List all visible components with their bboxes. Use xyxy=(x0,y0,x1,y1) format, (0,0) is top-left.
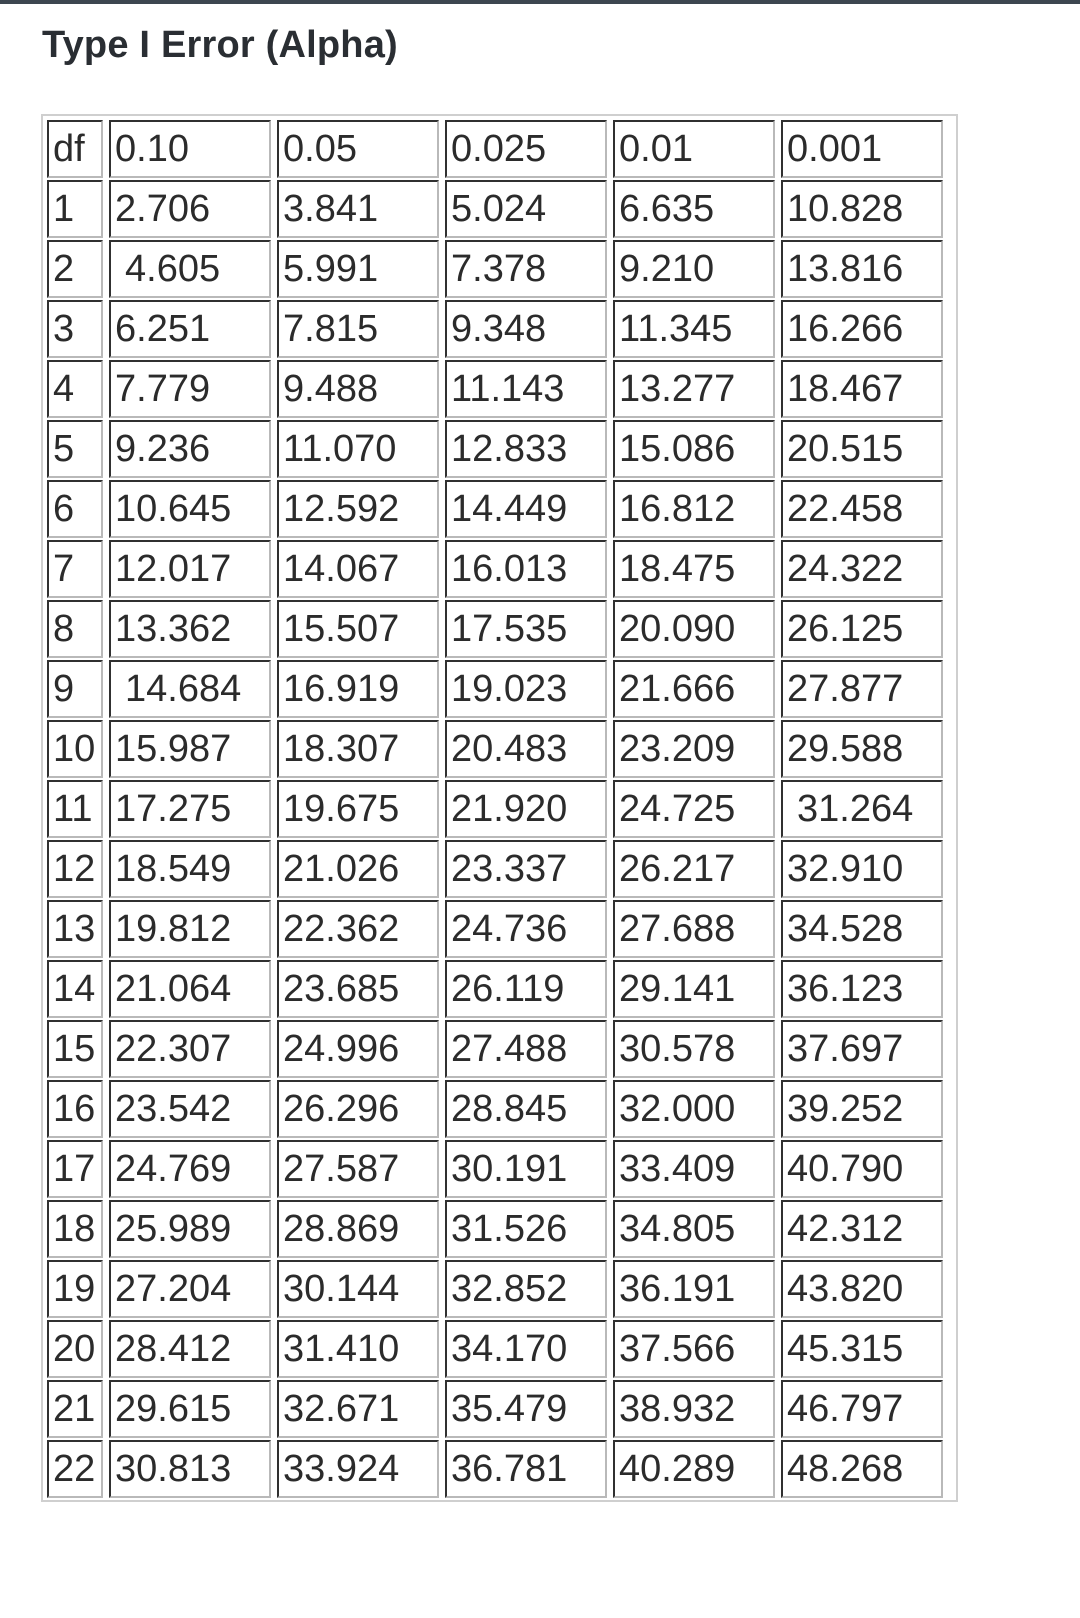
header-row xyxy=(47,120,943,178)
df-cell: 21 xyxy=(47,1380,103,1438)
table-row xyxy=(47,840,943,898)
df-cell: 11 xyxy=(47,780,103,838)
critical-value-cell: 20.483 xyxy=(445,720,607,778)
table-row xyxy=(47,1140,943,1198)
critical-value-cell: 33.924 xyxy=(277,1440,439,1498)
df-cell: 10 xyxy=(47,720,103,778)
critical-value-cell: 9.236 xyxy=(109,420,271,478)
table-row xyxy=(47,360,943,418)
table-row xyxy=(47,1200,943,1258)
critical-value-cell: 28.412 xyxy=(109,1320,271,1378)
table-row xyxy=(47,1260,943,1318)
table-row xyxy=(47,540,943,598)
critical-value-cell: 25.989 xyxy=(109,1200,271,1258)
chi-square-table xyxy=(41,118,949,1500)
df-cell: 16 xyxy=(47,1080,103,1138)
df-cell: 20 xyxy=(47,1320,103,1378)
critical-value-cell: 9.348 xyxy=(445,300,607,358)
critical-value-cell: 14.684 xyxy=(109,660,271,718)
critical-value-cell: 22.362 xyxy=(277,900,439,958)
df-cell: 8 xyxy=(47,600,103,658)
critical-value-cell: 27.204 xyxy=(109,1260,271,1318)
table-row xyxy=(47,1080,943,1138)
critical-value-cell: 13.277 xyxy=(613,360,775,418)
df-cell: 7 xyxy=(47,540,103,598)
critical-value-cell: 15.507 xyxy=(277,600,439,658)
critical-value-cell: 36.123 xyxy=(781,960,943,1018)
critical-value-cell: 28.869 xyxy=(277,1200,439,1258)
critical-value-cell: 48.268 xyxy=(781,1440,943,1498)
critical-value-cell: 11.070 xyxy=(277,420,439,478)
critical-value-cell: 32.852 xyxy=(445,1260,607,1318)
critical-value-cell: 31.526 xyxy=(445,1200,607,1258)
critical-value-cell: 14.449 xyxy=(445,480,607,538)
critical-value-cell: 30.144 xyxy=(277,1260,439,1318)
critical-value-cell: 21.666 xyxy=(613,660,775,718)
critical-value-cell: 45.315 xyxy=(781,1320,943,1378)
critical-value-cell: 20.090 xyxy=(613,600,775,658)
df-cell: 22 xyxy=(47,1440,103,1498)
table-row xyxy=(47,1440,943,1498)
df-cell: 9 xyxy=(47,660,103,718)
critical-value-cell: 9.488 xyxy=(277,360,439,418)
critical-value-cell: 39.252 xyxy=(781,1080,943,1138)
critical-value-cell: 26.119 xyxy=(445,960,607,1018)
header-alpha: 0.025 xyxy=(445,120,607,178)
critical-value-cell: 5.024 xyxy=(445,180,607,238)
df-cell: 4 xyxy=(47,360,103,418)
df-cell: 13 xyxy=(47,900,103,958)
critical-value-cell: 7.779 xyxy=(109,360,271,418)
table-row xyxy=(47,1020,943,1078)
critical-value-cell: 23.337 xyxy=(445,840,607,898)
critical-value-cell: 16.013 xyxy=(445,540,607,598)
critical-value-cell: 31.410 xyxy=(277,1320,439,1378)
critical-value-cell: 16.266 xyxy=(781,300,943,358)
header-alpha: 0.05 xyxy=(277,120,439,178)
critical-value-cell: 32.671 xyxy=(277,1380,439,1438)
critical-value-cell: 37.697 xyxy=(781,1020,943,1078)
critical-value-cell: 27.877 xyxy=(781,660,943,718)
chi-square-table-container xyxy=(41,114,958,1502)
critical-value-cell: 16.812 xyxy=(613,480,775,538)
critical-value-cell: 3.841 xyxy=(277,180,439,238)
df-cell: 3 xyxy=(47,300,103,358)
header-alpha: 0.01 xyxy=(613,120,775,178)
table-row xyxy=(47,420,943,478)
critical-value-cell: 24.996 xyxy=(277,1020,439,1078)
critical-value-cell: 37.566 xyxy=(613,1320,775,1378)
table-row xyxy=(47,300,943,358)
df-cell: 1 xyxy=(47,180,103,238)
table-row xyxy=(47,780,943,838)
critical-value-cell: 20.515 xyxy=(781,420,943,478)
critical-value-cell: 24.769 xyxy=(109,1140,271,1198)
df-cell: 17 xyxy=(47,1140,103,1198)
critical-value-cell: 23.542 xyxy=(109,1080,271,1138)
critical-value-cell: 27.488 xyxy=(445,1020,607,1078)
critical-value-cell: 11.345 xyxy=(613,300,775,358)
top-divider xyxy=(0,0,1080,4)
table-row xyxy=(47,1380,943,1438)
critical-value-cell: 21.920 xyxy=(445,780,607,838)
critical-value-cell: 16.919 xyxy=(277,660,439,718)
critical-value-cell: 9.210 xyxy=(613,240,775,298)
critical-value-cell: 15.987 xyxy=(109,720,271,778)
df-cell: 14 xyxy=(47,960,103,1018)
critical-value-cell: 24.322 xyxy=(781,540,943,598)
page-title: Type I Error (Alpha) xyxy=(42,24,398,66)
critical-value-cell: 23.209 xyxy=(613,720,775,778)
table-row xyxy=(47,600,943,658)
critical-value-cell: 32.000 xyxy=(613,1080,775,1138)
df-cell: 15 xyxy=(47,1020,103,1078)
critical-value-cell: 28.845 xyxy=(445,1080,607,1138)
critical-value-cell: 42.312 xyxy=(781,1200,943,1258)
critical-value-cell: 29.141 xyxy=(613,960,775,1018)
header-df: df xyxy=(47,120,103,178)
critical-value-cell: 7.378 xyxy=(445,240,607,298)
critical-value-cell: 43.820 xyxy=(781,1260,943,1318)
critical-value-cell: 40.289 xyxy=(613,1440,775,1498)
critical-value-cell: 13.816 xyxy=(781,240,943,298)
critical-value-cell: 10.645 xyxy=(109,480,271,538)
critical-value-cell: 26.217 xyxy=(613,840,775,898)
critical-value-cell: 15.086 xyxy=(613,420,775,478)
table-body xyxy=(47,120,943,1498)
critical-value-cell: 22.307 xyxy=(109,1020,271,1078)
critical-value-cell: 21.026 xyxy=(277,840,439,898)
critical-value-cell: 12.592 xyxy=(277,480,439,538)
critical-value-cell: 40.790 xyxy=(781,1140,943,1198)
table-row xyxy=(47,660,943,718)
critical-value-cell: 10.828 xyxy=(781,180,943,238)
critical-value-cell: 7.815 xyxy=(277,300,439,358)
critical-value-cell: 19.812 xyxy=(109,900,271,958)
critical-value-cell: 14.067 xyxy=(277,540,439,598)
critical-value-cell: 13.362 xyxy=(109,600,271,658)
critical-value-cell: 23.685 xyxy=(277,960,439,1018)
critical-value-cell: 34.528 xyxy=(781,900,943,958)
critical-value-cell: 18.549 xyxy=(109,840,271,898)
critical-value-cell: 6.635 xyxy=(613,180,775,238)
critical-value-cell: 18.475 xyxy=(613,540,775,598)
df-cell: 5 xyxy=(47,420,103,478)
critical-value-cell: 34.805 xyxy=(613,1200,775,1258)
df-cell: 19 xyxy=(47,1260,103,1318)
critical-value-cell: 19.023 xyxy=(445,660,607,718)
critical-value-cell: 2.706 xyxy=(109,180,271,238)
critical-value-cell: 30.813 xyxy=(109,1440,271,1498)
table-row xyxy=(47,180,943,238)
table-row xyxy=(47,720,943,778)
critical-value-cell: 29.588 xyxy=(781,720,943,778)
critical-value-cell: 11.143 xyxy=(445,360,607,418)
critical-value-cell: 17.275 xyxy=(109,780,271,838)
critical-value-cell: 12.833 xyxy=(445,420,607,478)
critical-value-cell: 22.458 xyxy=(781,480,943,538)
critical-value-cell: 26.296 xyxy=(277,1080,439,1138)
df-cell: 2 xyxy=(47,240,103,298)
critical-value-cell: 19.675 xyxy=(277,780,439,838)
critical-value-cell: 30.191 xyxy=(445,1140,607,1198)
df-cell: 6 xyxy=(47,480,103,538)
critical-value-cell: 24.725 xyxy=(613,780,775,838)
critical-value-cell: 38.932 xyxy=(613,1380,775,1438)
critical-value-cell: 32.910 xyxy=(781,840,943,898)
critical-value-cell: 46.797 xyxy=(781,1380,943,1438)
table-row xyxy=(47,480,943,538)
table-row xyxy=(47,960,943,1018)
table-row xyxy=(47,900,943,958)
critical-value-cell: 24.736 xyxy=(445,900,607,958)
critical-value-cell: 35.479 xyxy=(445,1380,607,1438)
critical-value-cell: 18.467 xyxy=(781,360,943,418)
critical-value-cell: 30.578 xyxy=(613,1020,775,1078)
critical-value-cell: 29.615 xyxy=(109,1380,271,1438)
critical-value-cell: 34.170 xyxy=(445,1320,607,1378)
critical-value-cell: 27.587 xyxy=(277,1140,439,1198)
critical-value-cell: 31.264 xyxy=(781,780,943,838)
critical-value-cell: 18.307 xyxy=(277,720,439,778)
df-cell: 18 xyxy=(47,1200,103,1258)
table-row xyxy=(47,240,943,298)
df-cell: 12 xyxy=(47,840,103,898)
critical-value-cell: 6.251 xyxy=(109,300,271,358)
critical-value-cell: 33.409 xyxy=(613,1140,775,1198)
critical-value-cell: 17.535 xyxy=(445,600,607,658)
critical-value-cell: 5.991 xyxy=(277,240,439,298)
table-row xyxy=(47,1320,943,1378)
critical-value-cell: 4.605 xyxy=(109,240,271,298)
critical-value-cell: 36.781 xyxy=(445,1440,607,1498)
critical-value-cell: 12.017 xyxy=(109,540,271,598)
header-alpha: 0.10 xyxy=(109,120,271,178)
critical-value-cell: 26.125 xyxy=(781,600,943,658)
critical-value-cell: 36.191 xyxy=(613,1260,775,1318)
critical-value-cell: 21.064 xyxy=(109,960,271,1018)
header-alpha: 0.001 xyxy=(781,120,943,178)
critical-value-cell: 27.688 xyxy=(613,900,775,958)
